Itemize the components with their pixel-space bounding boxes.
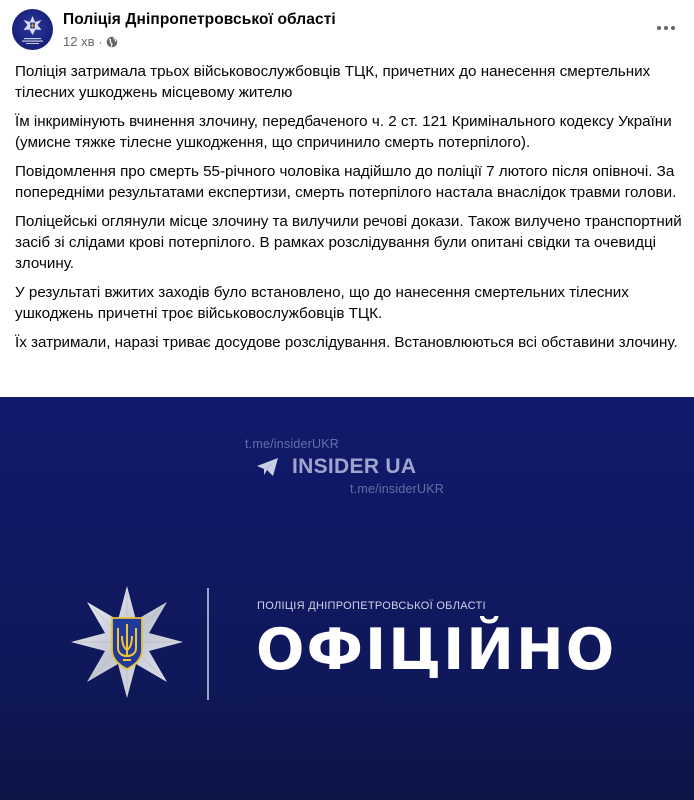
post-paragraph: Повідомлення про смерть 55-річного чоловіка надійшло до поліції 7 лютого після опівночі. За попередніми результатами експертизи, смерть потерпілого настала внаслідок травми голови. (15, 163, 677, 201)
vertical-divider (207, 588, 209, 700)
telegram-plane-icon (256, 457, 280, 477)
org-caption: ПОЛІЦІЯ ДНІПРОПЕТРОВСЬКОЇ ОБЛАСТІ (257, 600, 486, 612)
watermark-link-top: t.me/insiderUKR (245, 437, 339, 451)
post-paragraph: Поліцейські оглянули місце злочину та вилучили речові докази. Також вилучено транспортний засіб зі слідами крові потерпілого. В рамках розслідування були опитані свідки та очевидці злочину. (15, 213, 682, 272)
post-paragraph: Поліція затримала трьох військовослужбовців ТЦК, причетних до нанесення смертельних тілесних ушкоджень місцевому жителю (15, 63, 651, 101)
watermark-brand-text: INSIDER UA (292, 455, 417, 478)
more-options-button[interactable] (654, 18, 678, 38)
post-image[interactable] (0, 397, 694, 800)
meta-separator: · (98, 34, 103, 49)
watermark-brand (256, 455, 416, 479)
page-name[interactable]: Поліція Дніпропетровської області (63, 11, 336, 28)
post-body (15, 61, 685, 361)
globe-icon[interactable] (106, 36, 118, 48)
post-paragraph: У результаті вжитих заходів було встановлено, що до нанесення смертельних тілесних ушкоджень причетні троє військовослужбовців ТЦК. (15, 284, 629, 322)
post-paragraph: Їх затримали, наразі триває досудове розслідування. Встановлюються всі обставини злочину. (15, 334, 678, 351)
more-dot-icon (657, 26, 661, 30)
avatar[interactable] (12, 9, 53, 50)
police-star-avatar-icon (12, 9, 53, 50)
headline-official: ОФІЦІЙНО (256, 617, 617, 683)
post-time[interactable]: 12 хв (63, 34, 95, 49)
police-star-badge-icon (71, 586, 183, 698)
more-dot-icon (671, 26, 675, 30)
post-header (0, 0, 694, 58)
post-meta (63, 34, 118, 49)
more-dot-icon (664, 26, 668, 30)
post-paragraph: Їм інкримінують вчинення злочину, передбаченого ч. 2 ст. 121 Кримінального кодексу України (умисне тяжке тілесне ушкодження, що спричинило смерть потерпілого). (15, 113, 672, 151)
watermark-link-bottom: t.me/insiderUKR (350, 482, 444, 496)
